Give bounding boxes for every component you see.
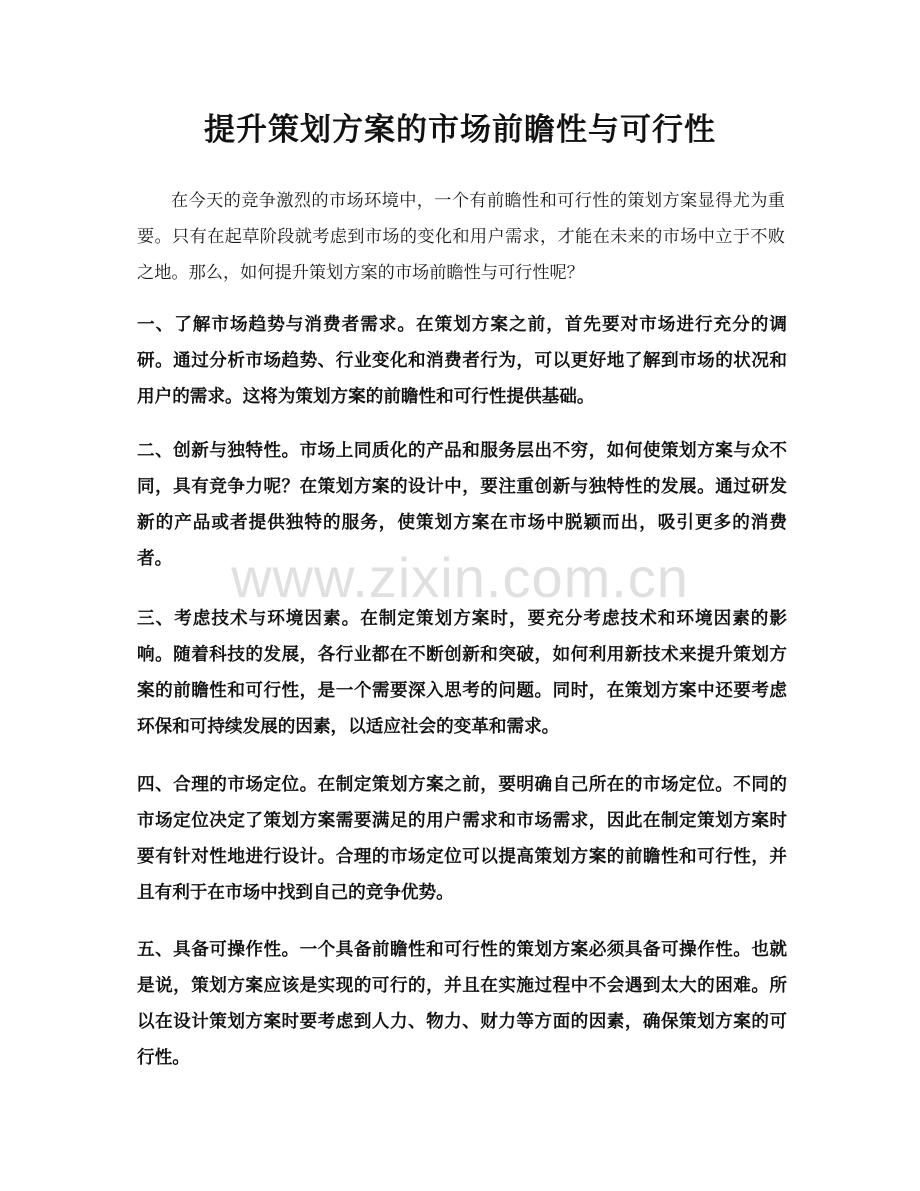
- section-paragraph-2: 二、创新与独特性。市场上同质化的产品和服务层出不穷，如何使策划方案与众不同，具有竞争力呢？在策划方案的设计中，要注重创新与独特性的发展。通过研发新的产品或者提供独特的服务，使策划方案在市场中脱颖而出，吸引更多的消费者。: [137, 441, 787, 569]
- section-paragraph-1: 一、了解市场趋势与消费者需求。在策划方案之前，首先要对市场进行充分的调研。通过分析市场趋势、行业变化和消费者行为，可以更好地了解到市场的状况和用户的需求。这将为策划方案的前瞻性和可行性提供基础。: [137, 315, 787, 407]
- watermark: www.zixin.com.cn: [231, 546, 689, 609]
- section-paragraph-3: 三、考虑技术与环境因素。在制定策划方案时，要充分考虑技术和环境因素的影响。随着科技的发展，各行业都在不断创新和突破，如何利用新技术来提升策划方案的前瞻性和可行性，是一个需要深入思考的问题。同时，在策划方案中还要考虑环保和可持续发展的因素，以适应社会的变革和需求。: [137, 609, 787, 737]
- section-paragraph-5: 五、具备可操作性。一个具备前瞻性和可行性的策划方案必须具备可操作性。也就是说，策划方案应该是实现的可行的，并且在实施过程中不会遇到太大的困难。所以在设计策划方案时要考虑到人力、物力、财力等方面的因素，确保策划方案的可行性。: [137, 940, 787, 1068]
- page-title: 提升策划方案的市场前瞻性与可行性: [204, 112, 716, 148]
- section-paragraph-4: 四、合理的市场定位。在制定策划方案之前，要明确自己所在的市场定位。不同的市场定位决定了策划方案需要满足的用户需求和市场需求，因此在制定策划方案时要有针对性地进行设计。合理的市场定位可以提高策划方案的前瞻性和可行性，并且有利于在市场中找到自己的竞争优势。: [137, 775, 787, 903]
- intro-paragraph: 在今天的竞争激烈的市场环境中，一个有前瞻性和可行性的策划方案显得尤为重要。只有在起草阶段就考虑到市场的变化和用户需求，才能在未来的市场中立于不败之地。那么，如何提升策划方案的市场前瞻性与可行性呢？: [137, 191, 785, 283]
